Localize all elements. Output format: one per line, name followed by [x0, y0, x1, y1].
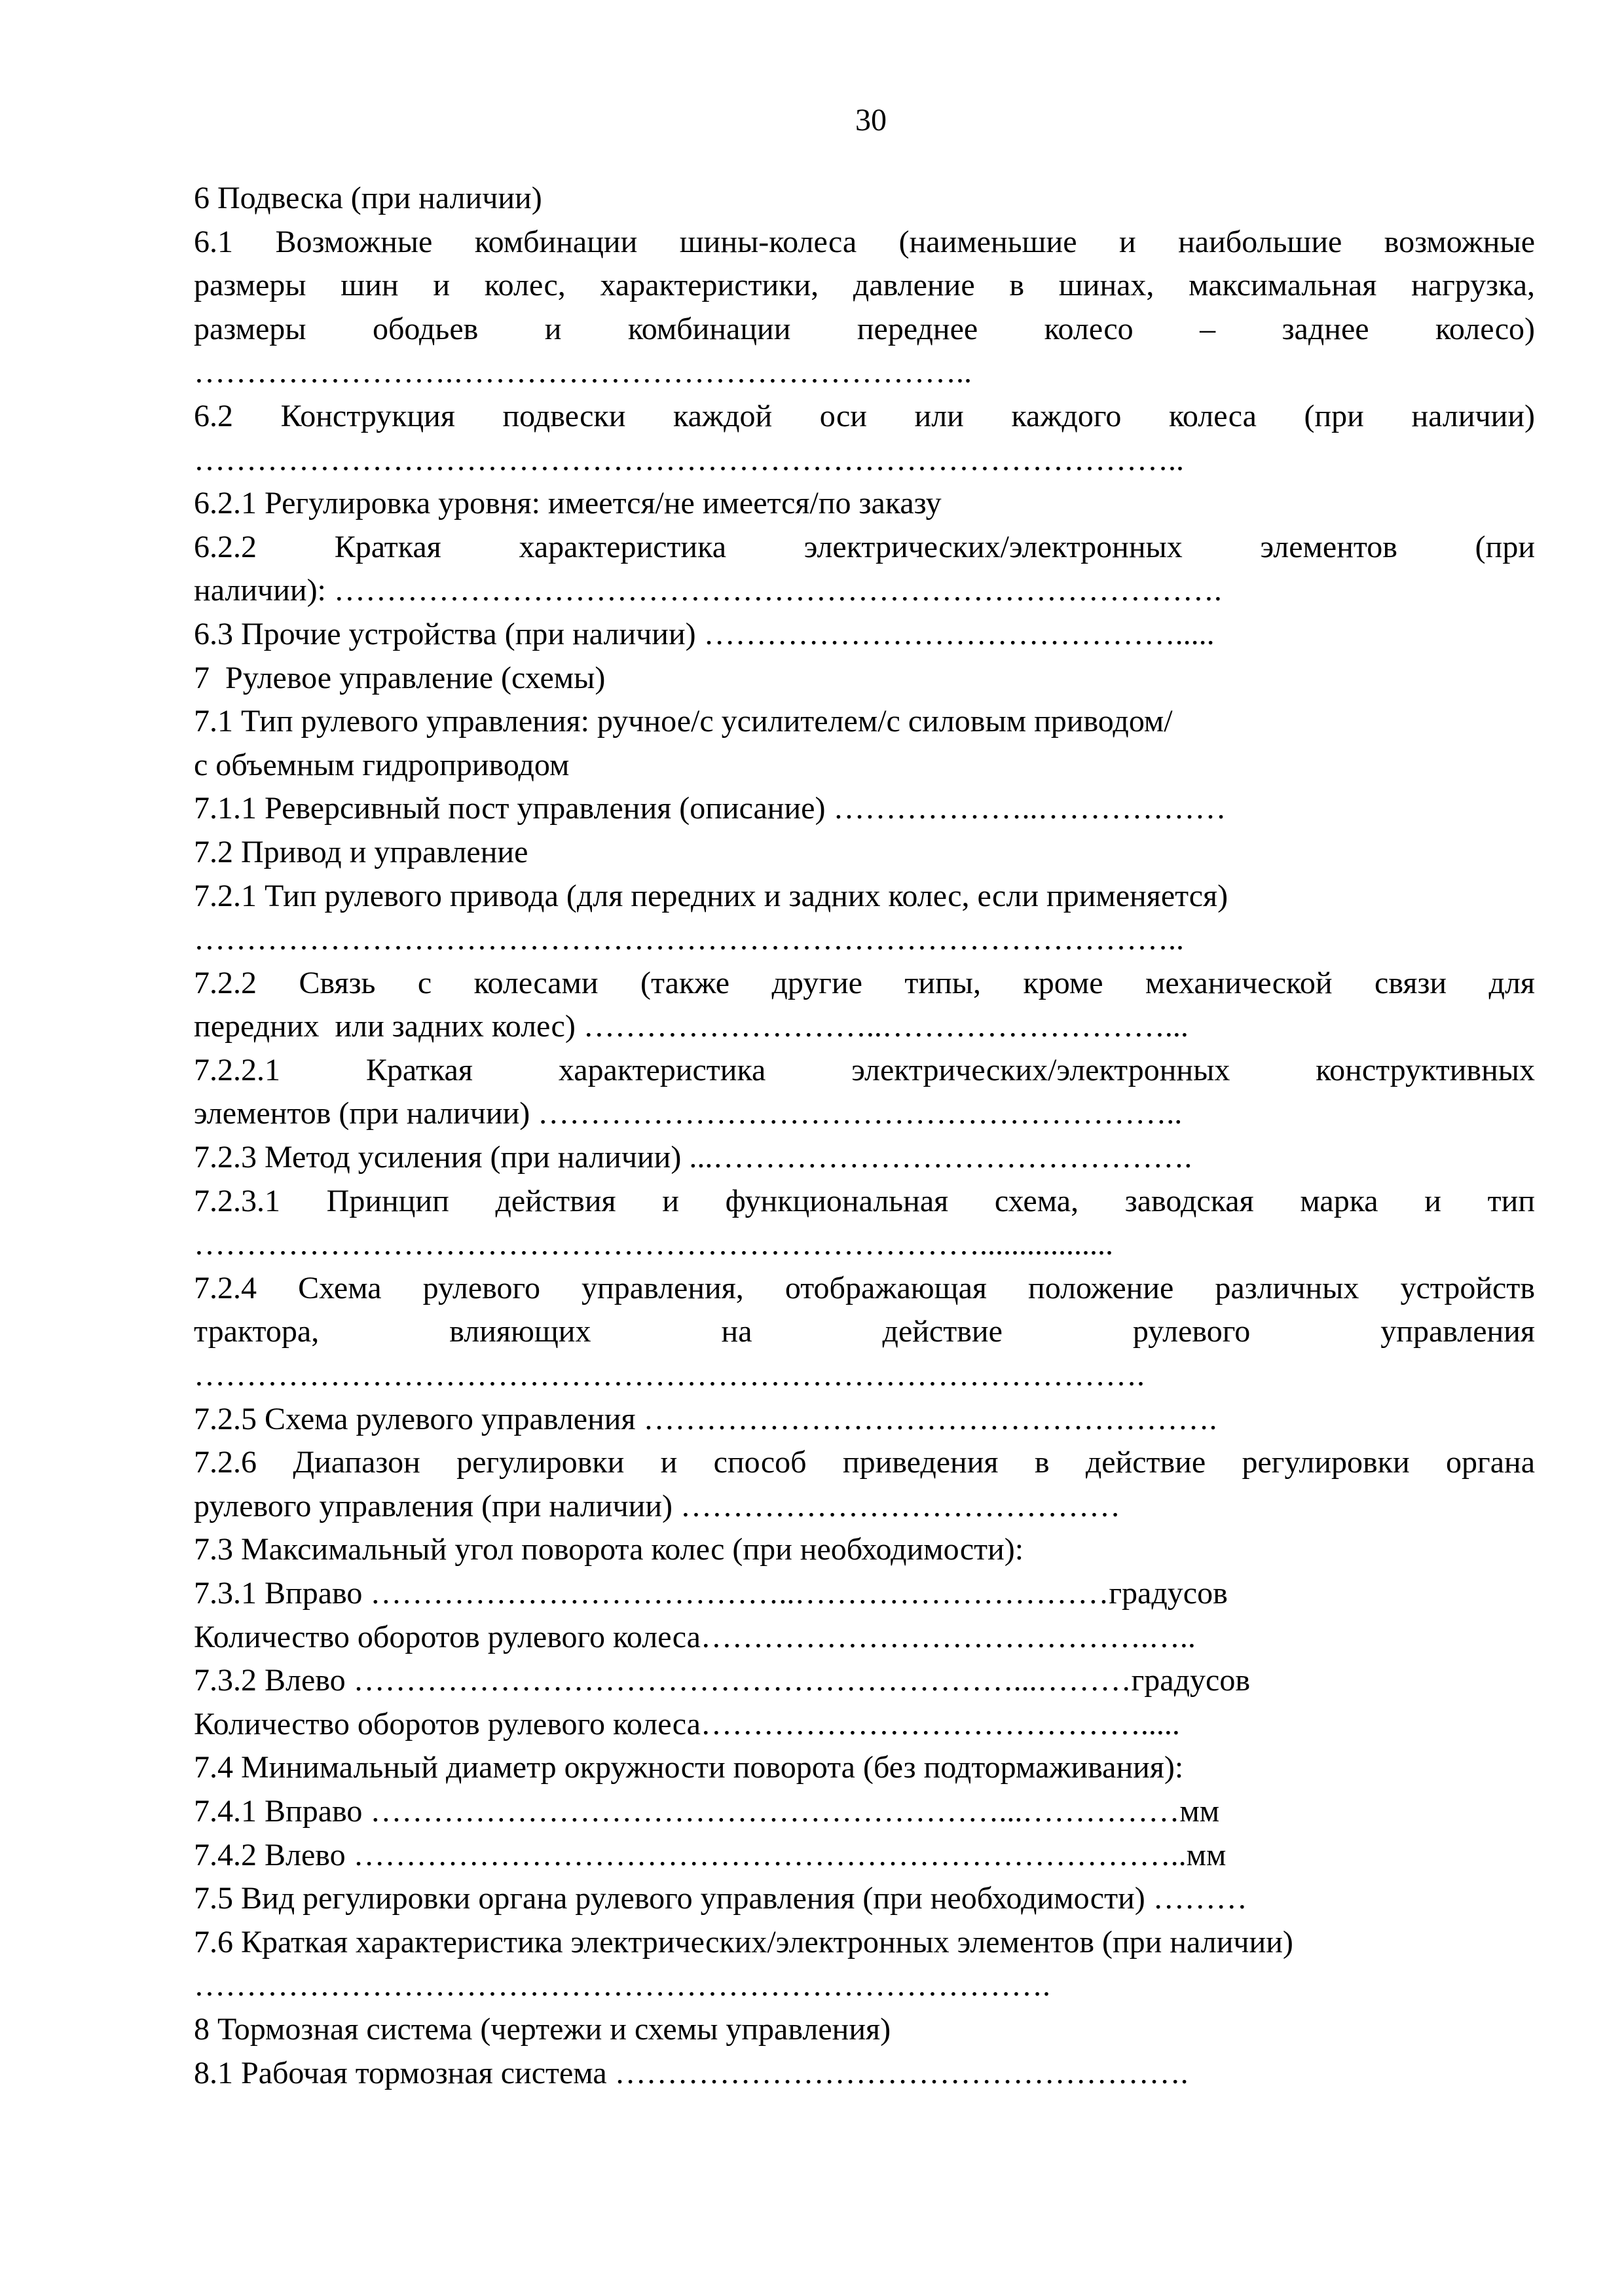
- text-line: наличии): ………………………………………………………………………….: [194, 573, 1222, 608]
- text-line: Количество оборотов рулевого колеса…………………………………….…..: [194, 1619, 1196, 1654]
- text-line: 6 Подвеска (при наличии): [194, 181, 542, 215]
- text-line: рулевого управления (при наличии) ……………………………………: [194, 1488, 1120, 1523]
- text-line: 7.6 Краткая характеристика электрических/электронных элементов (при наличии): [194, 1924, 1293, 1959]
- text-line: 8.1 Рабочая тормозная система ……………………………………………….: [194, 2055, 1189, 2090]
- text-line: 7.3.1 Вправо …………………………………..…………………………градусов: [194, 1576, 1228, 1611]
- text-line: 7.5 Вид регулировки органа рулевого управления (при необходимости) ………: [194, 1881, 1247, 1916]
- page-number: 30: [855, 103, 887, 137]
- text-line: 7.4.2 Влево ……………………………………………………………………..мм: [194, 1837, 1227, 1872]
- text-line: 7.2.3.1 Принцип действия и функциональная схема, заводская марка и тип: [194, 1183, 1535, 1218]
- text-line: ………………………………………………………………….................: [194, 1227, 1113, 1262]
- text-line: 6.2.2 Краткая характеристика электрических/электронных элементов (при: [194, 529, 1535, 564]
- text-line: размеры ободьев и комбинации переднее колесо – заднее колесо): [194, 311, 1535, 346]
- text-line: элементов (при наличии) ……………………………………………………..: [194, 1096, 1183, 1131]
- text-line: 7.1.1 Реверсивный пост управления (описание) ………………..………………: [194, 791, 1227, 826]
- text-line: 7.4.1 Вправо ……………………………………………………...……………мм: [194, 1793, 1220, 1829]
- text-line: передних или задних колес) ………………………..………………………...: [194, 1009, 1189, 1044]
- text-line: 7.2 Привод и управление: [194, 834, 528, 869]
- text-line: 7.3 Максимальный угол поворота колес (при необходимости):: [194, 1532, 1024, 1567]
- text-line: 7.2.2.1 Краткая характеристика электрических/электронных конструктивных: [194, 1052, 1535, 1087]
- text-line: 7.4 Минимальный диаметр окружности поворота (без подтормаживания):: [194, 1750, 1184, 1785]
- text-line: размеры шин и колес, характеристики, давление в шинах, максимальная нагрузка,: [194, 268, 1535, 303]
- text-line: Количество оборотов рулевого колеса…………………………………….....: [194, 1706, 1180, 1741]
- text-line: трактора, влияющих на действие рулевого управления: [194, 1314, 1535, 1349]
- text-line: 7.2.6 Диапазон регулировки и способ приведения в действие регулировки органа: [194, 1445, 1535, 1480]
- text-line: 7.2.1 Тип рулевого привода (для передних и задних колес, если применяется): [194, 878, 1228, 913]
- text-line: 6.3 Прочие устройства (при наличии) ……………………………………….....: [194, 616, 1215, 651]
- text-line: 6.1 Возможные комбинации шины-колеса (наименьшие и наибольшие возможные: [194, 224, 1535, 259]
- text-line: …………………….…………………………………………..: [194, 355, 972, 390]
- text-line: …………………………………………………………………………………..: [194, 442, 1184, 477]
- document-body: [194, 177, 1535, 2095]
- text-line: с объемным гидроприводом: [194, 747, 570, 782]
- text-line: 7.2.3 Метод усиления (при наличии) ...……………………………………….: [194, 1140, 1192, 1175]
- text-line: …………………………………………………………………………………..: [194, 922, 1184, 957]
- text-line: 7.1 Тип рулевого управления: ручное/с усилителем/с силовым приводом/: [194, 704, 1173, 739]
- text-line: 7.3.2 Влево ………………………………………………………...………градусов: [194, 1663, 1250, 1698]
- text-line: 7.2.4 Схема рулевого управления, отображающая положение различных устройств: [194, 1270, 1535, 1305]
- text-line: 6.2 Конструкция подвески каждой оси или каждого колеса (при наличии): [194, 398, 1535, 433]
- text-line: 7 Рулевое управление (схемы): [194, 660, 606, 695]
- text-line: 7.2.2 Связь с колесами (также другие типы, кроме механической связи для: [194, 965, 1535, 1000]
- text-line: 6.2.1 Регулировка уровня: имеется/не имеется/по заказу: [194, 486, 942, 521]
- text-line: ……………………………………………………………………….: [194, 1968, 1050, 2003]
- text-line: 7.2.5 Схема рулевого управления ……………………………………………….: [194, 1401, 1217, 1436]
- text-line: ……………………………………………………………………………….: [194, 1358, 1145, 1393]
- text-line: 8 Тормозная система (чертежи и схемы управления): [194, 2011, 891, 2047]
